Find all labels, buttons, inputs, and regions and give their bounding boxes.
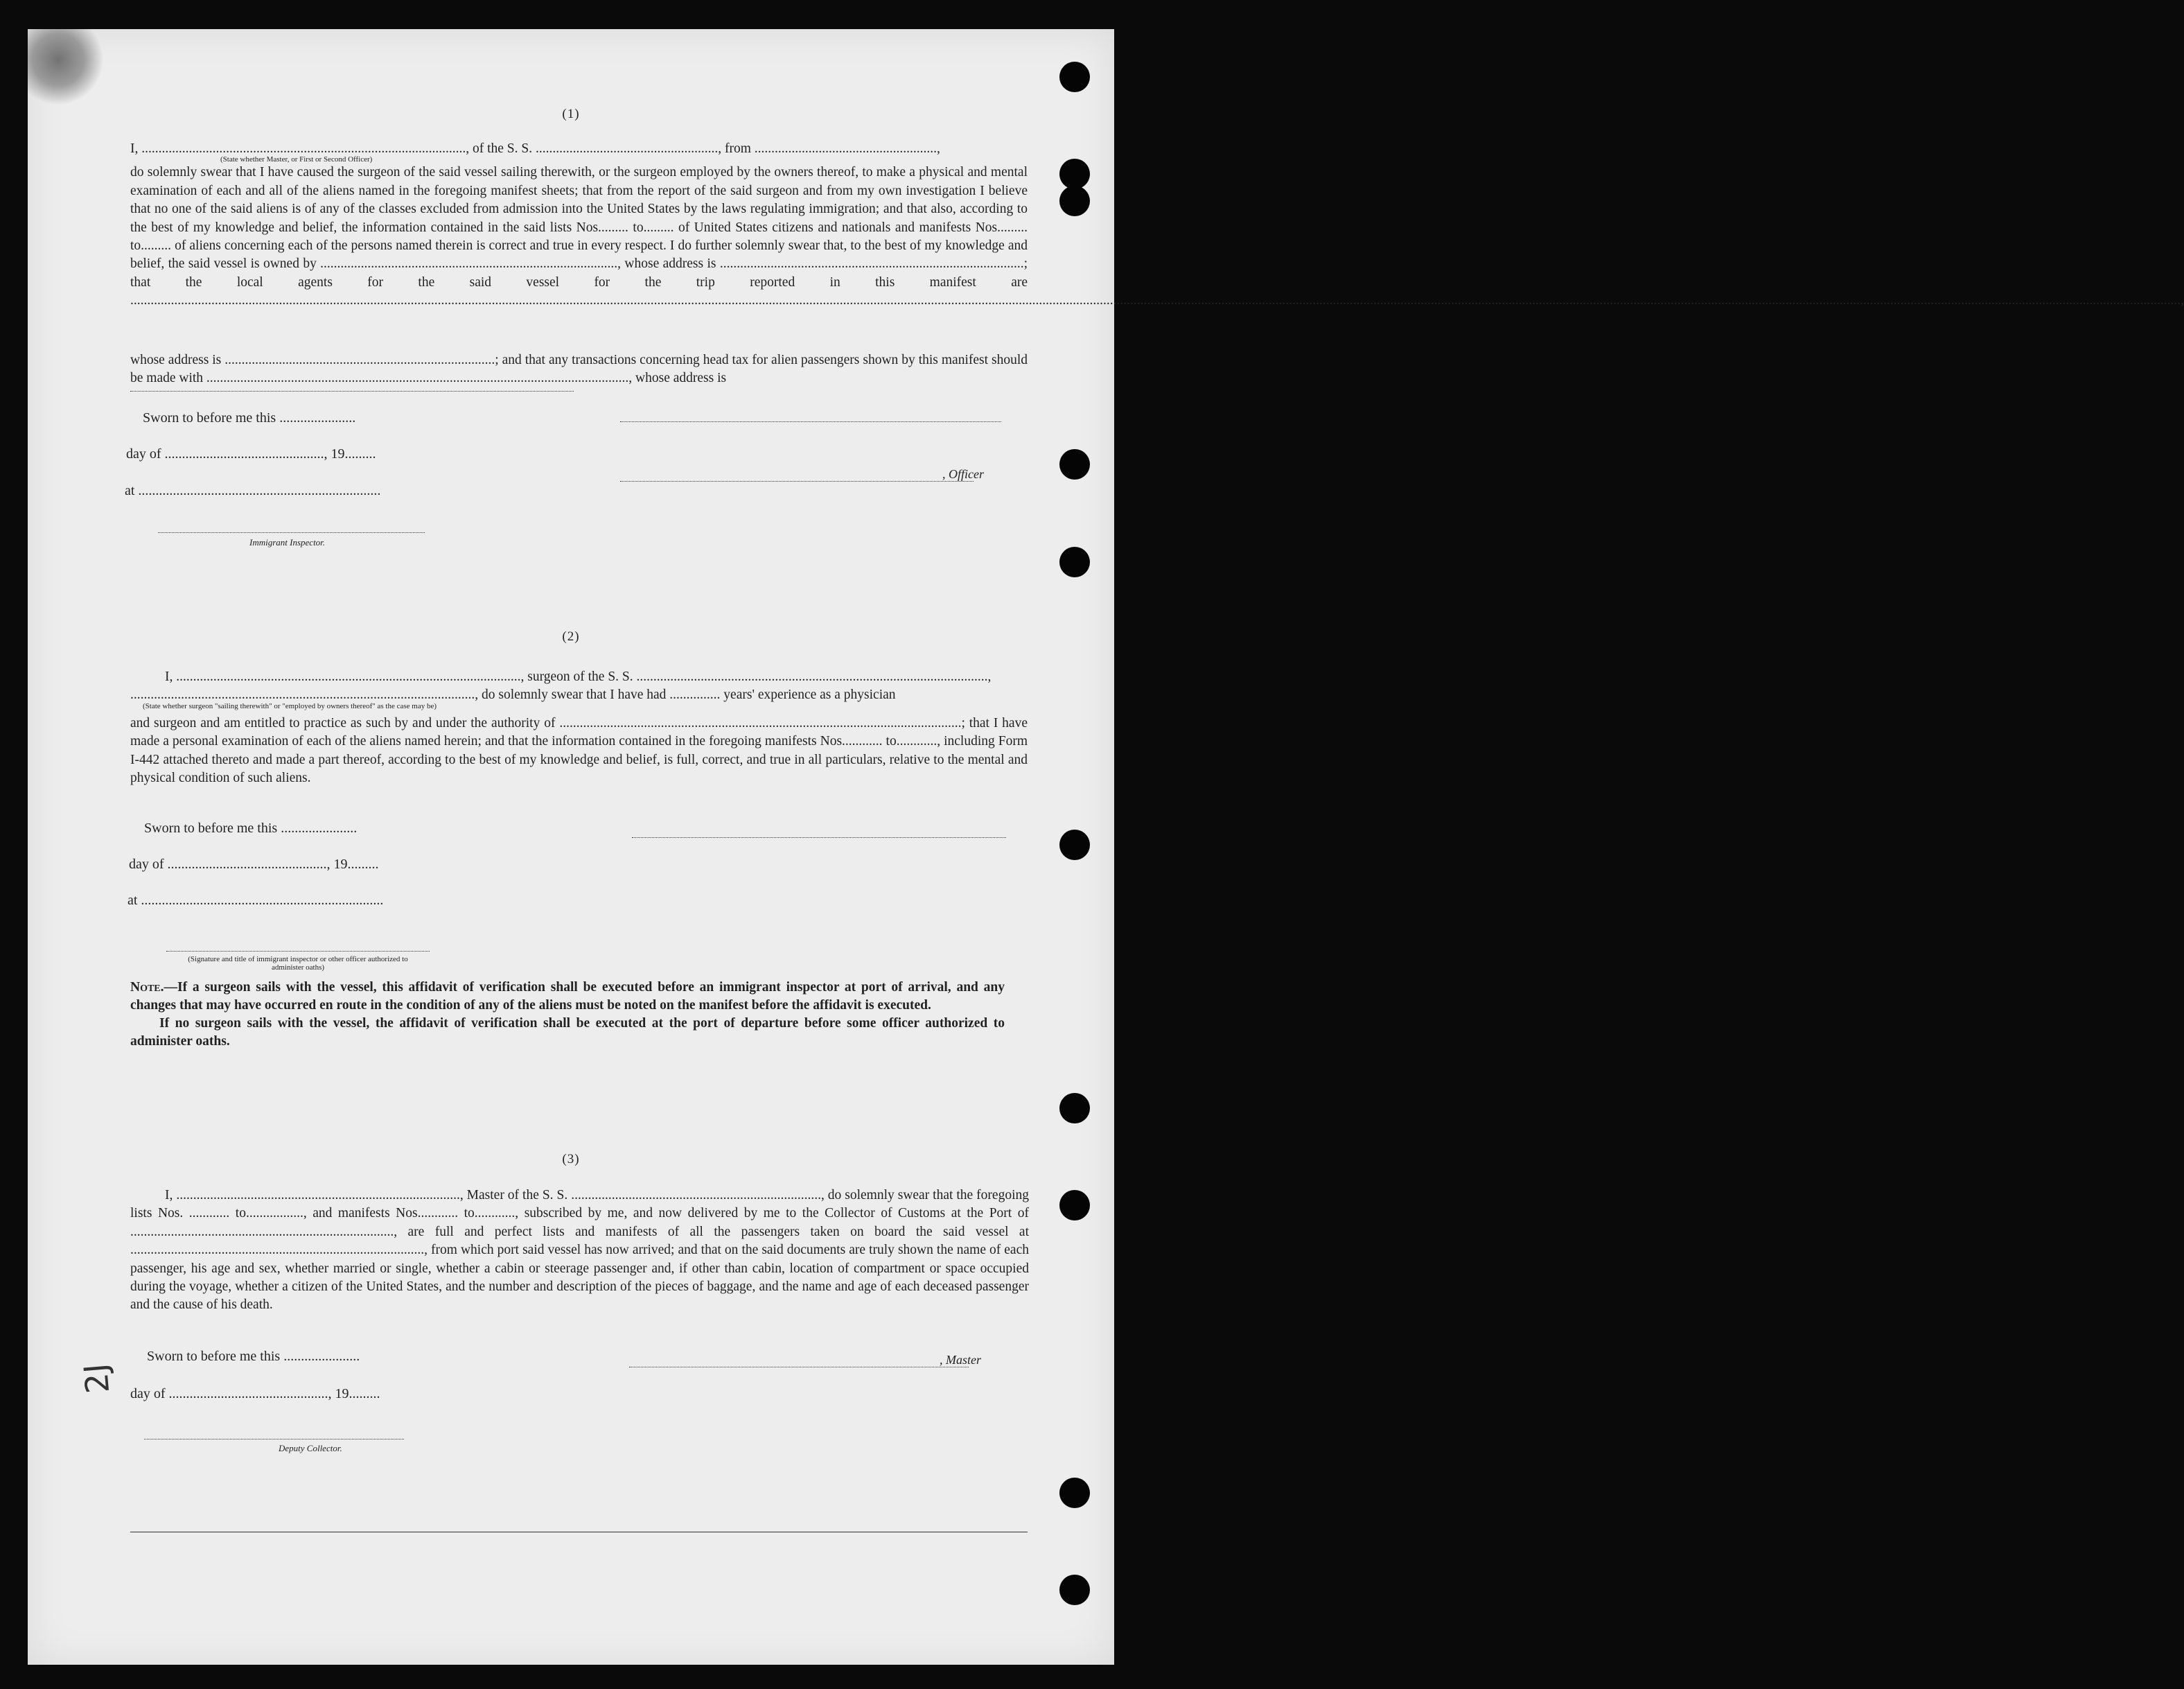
manifest-page — [28, 29, 2184, 1665]
punch-hole — [1059, 159, 1090, 189]
section1-body: do solemnly swear that I have caused the surgeon of the said vessel sailing therewith, or the surgeon employed by the owners thereof, to make a physical and mental examination of each and all of the aliens named in the foregoing manifest sheets; that from the report of the said surgeon and from my own investigation I believe that no one of the said aliens is of any of the classes excluded from admission into the United States by the laws regulating immigration; and that also, according to the best of my knowledge and belief, the information contained in the said lists Nos......... to......... of United States citizens and nationals and manifests Nos......... to......... of aliens concerning each of the persons named therein is correct and true in every respect. I do further solemnly swear that, to the best of my knowledge and belief, the said vessel is owned by ........................................................................................, whose address is ..........................................................................................; that the local agents for the said vessel for the trip reported in this manifest are ..............................................................................................................................................................................................................................................................................................................................................................................................................................................................................................................................................................................................................................., — [130, 165, 2184, 308]
section2-sworn: Sworn to before me this ...................... — [144, 821, 358, 836]
punch-hole — [1059, 1190, 1090, 1220]
section1-officer-signature-line — [620, 481, 974, 482]
section1-line1-caption: (State whether Master, or First or Second Officer) — [220, 155, 373, 164]
note-label: Note. — [130, 980, 164, 995]
section1-number: (1) — [562, 107, 580, 121]
section1-sworn: Sworn to before me this ...................... — [143, 410, 356, 426]
punch-hole — [1059, 449, 1090, 480]
section2-line2: ......................................................................................................, do solemnly swear that I have had ............... years' experience as a physician — [130, 688, 896, 703]
section3-oath — [130, 1187, 1029, 1315]
section1-line1: I, ................................................................................................, of the S. S. ......................................................, from ......................................................, — [130, 141, 940, 156]
section1-at: at ...................................................................... — [125, 483, 381, 498]
section2-line1: I, ......................................................................................................, surgeon of the S. S. ........................................................................................................, — [165, 670, 992, 684]
handwritten-mark: 2J — [76, 1362, 117, 1395]
punch-hole — [1059, 547, 1090, 577]
section1-officer-label: , Officer — [942, 467, 984, 481]
section3-master-label: , Master — [940, 1353, 981, 1367]
section2-signature-line-right — [632, 837, 1006, 838]
punch-hole — [1059, 830, 1090, 860]
section3-day: day of .............................................., 19......... — [130, 1386, 380, 1401]
punch-hole — [1059, 62, 1090, 92]
section2-inspector-line — [166, 951, 430, 952]
section2-line2-caption: (State whether surgeon "sailing therewith" or "employed by owners thereof" as the case may be) — [143, 701, 437, 710]
section2-number: (2) — [562, 629, 580, 644]
section1-body2-wrap — [130, 351, 1028, 388]
section1-inspector-line — [158, 532, 425, 533]
section3-number: (3) — [562, 1152, 580, 1166]
section3-sworn: Sworn to before me this ...................... — [147, 1349, 360, 1364]
section2-oath — [130, 668, 1028, 787]
section2-signature-caption: (Signature and title of immigrant inspector or other officer authorized to administer oaths) — [188, 955, 408, 972]
note-text1: —If a surgeon sails with the vessel, this affidavit of verification shall be executed before an immigrant inspector at port of arrival, and any changes that may have occurred en route in the condition of any of the aliens must be noted on the manifest before the affidavit is executed. — [130, 980, 1005, 1013]
note-text2: If no surgeon sails with the vessel, the affidavit of verification shall be executed at the port of departure before some officer authorized to administer oaths. — [130, 1016, 1005, 1049]
section2-note — [130, 979, 1005, 1051]
punch-hole — [1059, 1478, 1090, 1508]
section1-short-rule — [130, 391, 574, 392]
section1-day: day of .............................................., 19......... — [126, 446, 376, 462]
punch-hole — [1059, 186, 1090, 216]
ink-blot — [28, 29, 104, 105]
section2-day: day of .............................................., 19......... — [129, 857, 379, 872]
section2-at: at ...................................................................... — [127, 893, 384, 908]
section1-officer-signature-line-top — [620, 421, 1001, 422]
section1-oath — [130, 140, 2184, 310]
punch-hole — [1059, 1093, 1090, 1123]
section1-inspector-caption: Immigrant Inspector. — [249, 537, 326, 548]
section1-body2: whose address is ................................................................................; and that any transactions concerning head tax for alien passengers shown by this manifest should be made with ............................................................................................................................., whose address is — [130, 353, 1028, 386]
section3-body: I, ...................................................................................., Master of the S. S. .........................................................................., do solemnly swear that the foregoing lists Nos. ............ to................., and manifests Nos............ to............, subscribed by me, and now delivered by me to the Collector of Customs at the Port of .............................................................................., are full and perfect lists and manifests of all the passengers taken on board the said vessel at ......................................................................................., from which port said vessel has now arrived; and that on the said documents are truly shown the name of each passenger, his age and sex, whether married or single, whether a cabin or steerage passenger and, if other than cabin, location of compartment or space occupied during the voyage, whether a citizen of the United States, and the number and description of the pieces of baggage, and the name and age of each deceased passenger and the cause of his death. — [130, 1188, 1029, 1313]
section2-body: and surgeon and am entitled to practice as such by and under the authority of .......................................................................................................................; that I have made a personal examination of each of the aliens named herein; and that the information contained in the foregoing manifests Nos............ to............, including Form I-442 attached thereto and made a part thereof, according to the best of my knowledge and belief, is full, correct, and true in all particulars, relative to the mental and physical condition of such aliens. — [130, 715, 1028, 786]
punch-hole — [1059, 1575, 1090, 1605]
section3-deputy-caption: Deputy Collector. — [279, 1443, 342, 1453]
